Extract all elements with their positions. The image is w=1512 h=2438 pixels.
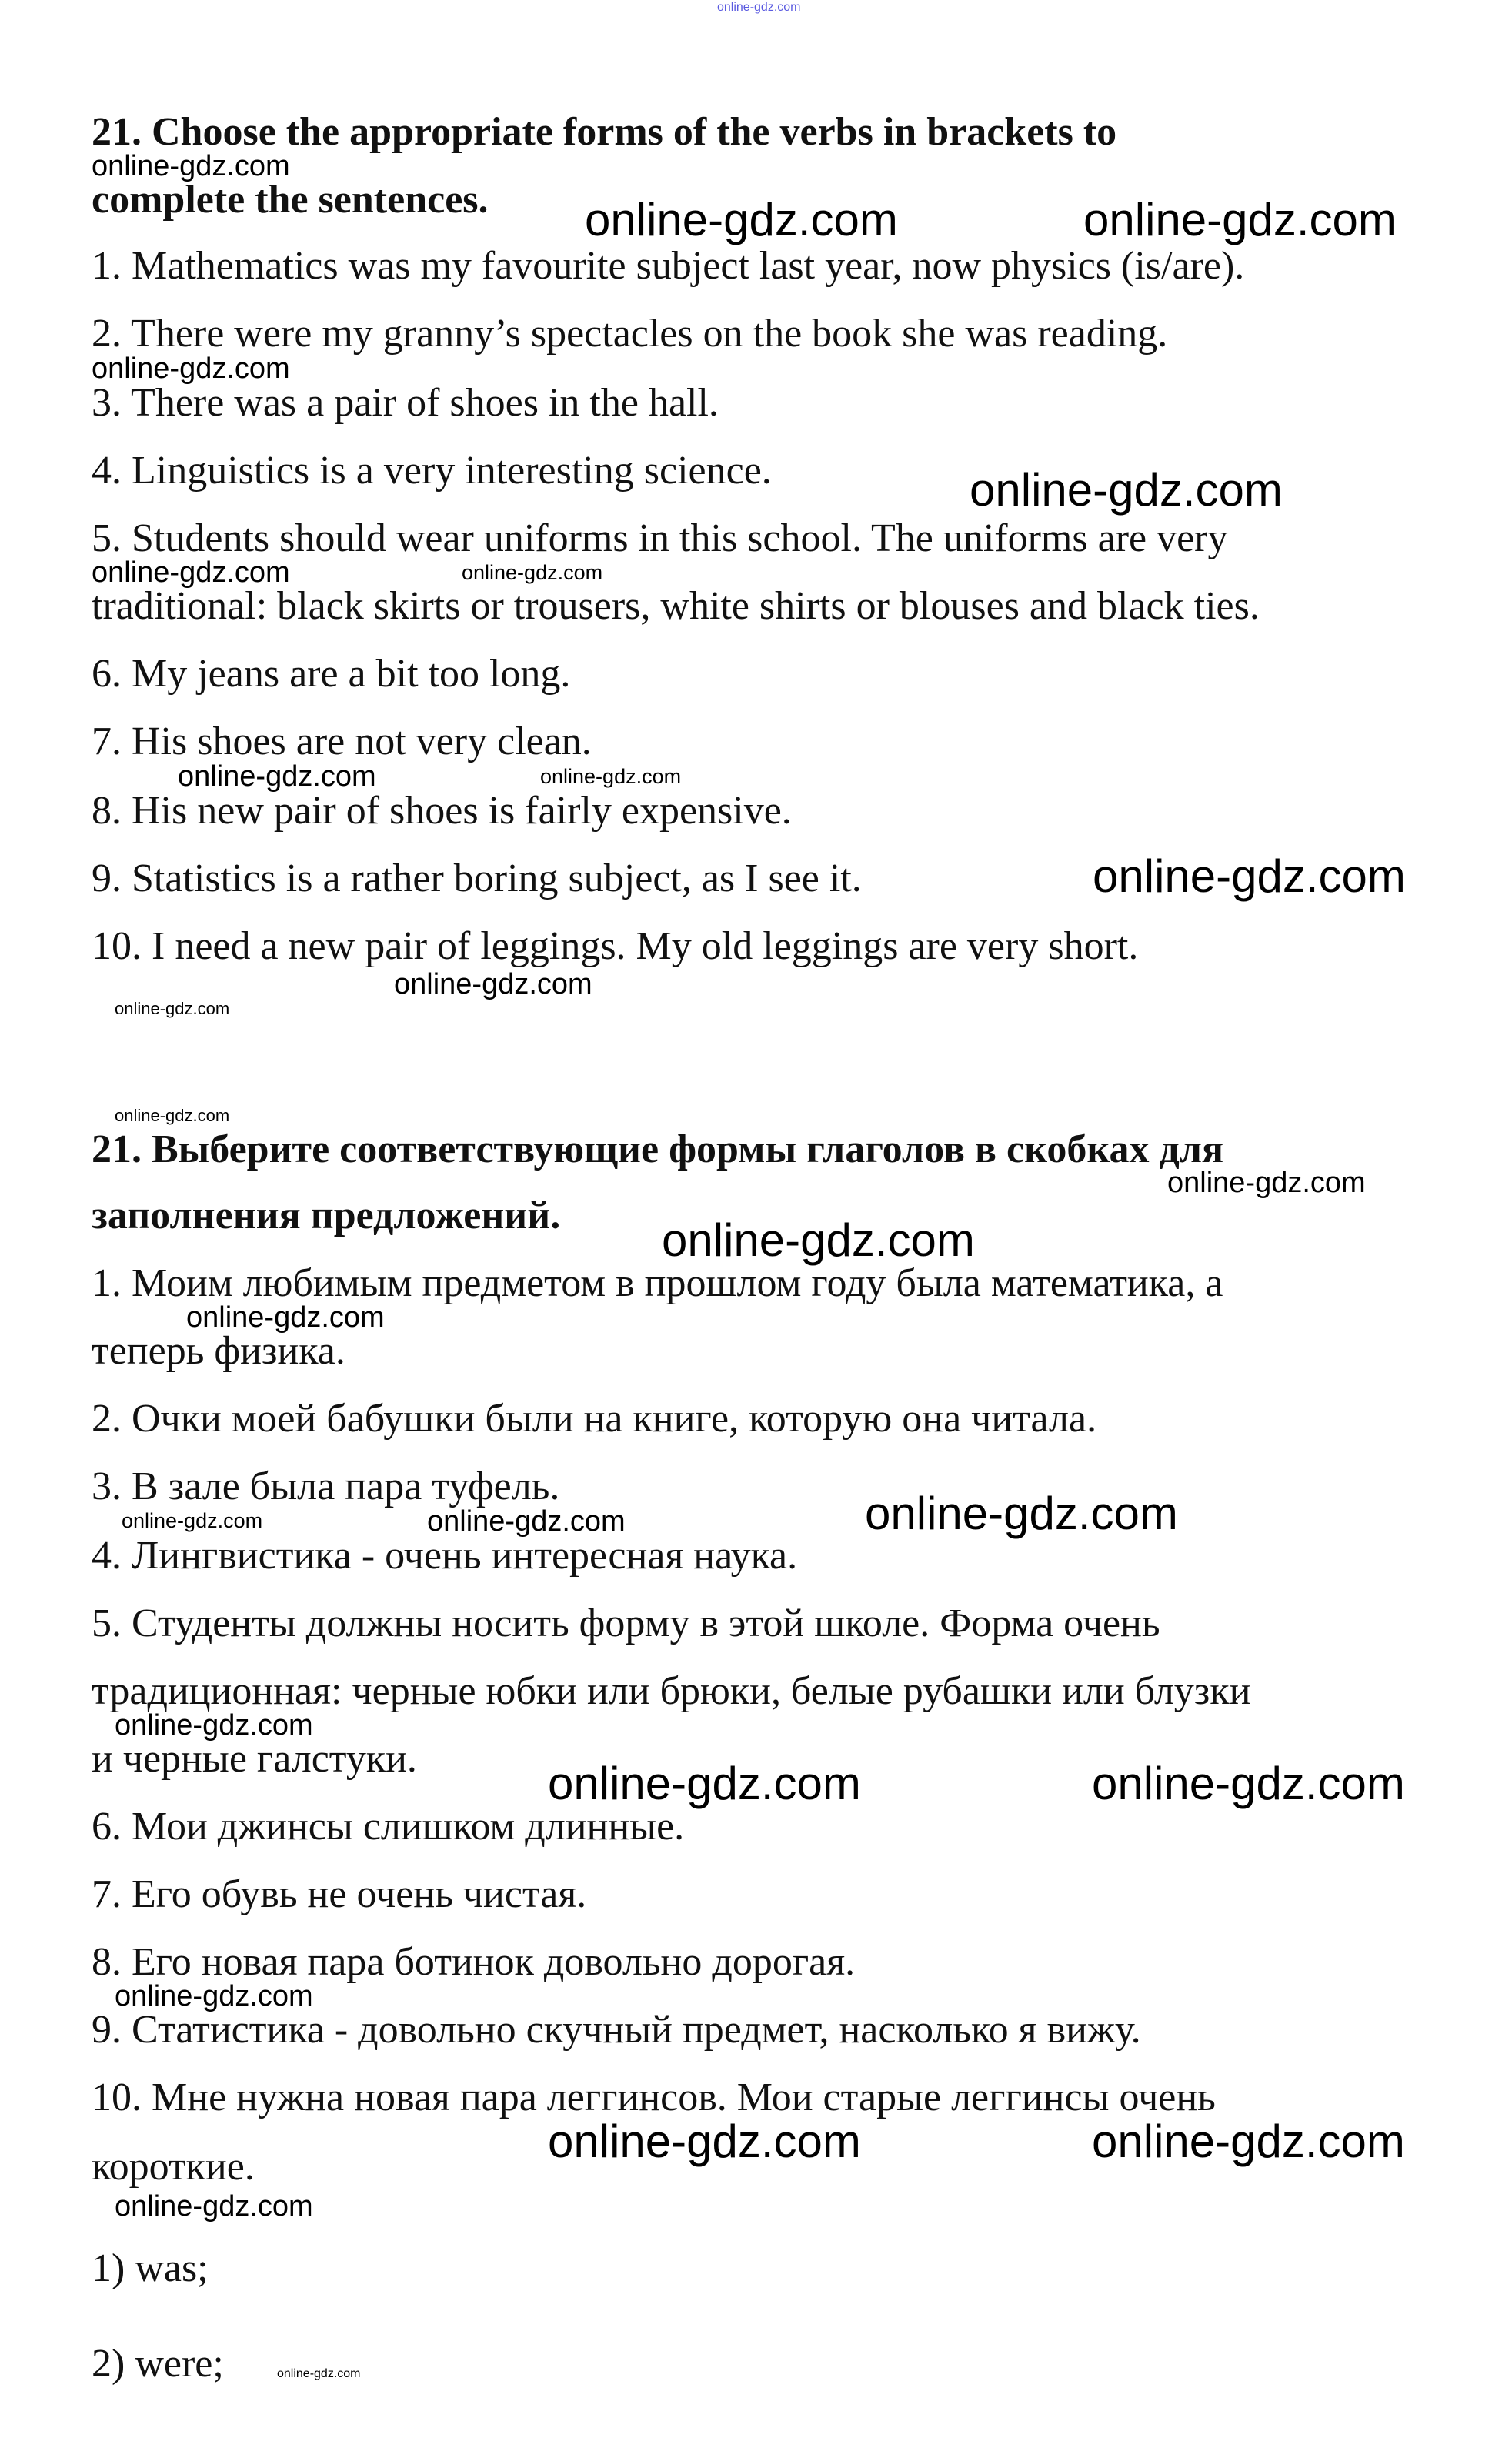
sentence: 8. Его новая пара ботинок довольно дорогая. [92,1940,856,1984]
sentence: 10. Мне нужна новая пара леггинсов. Мои старые леггинсы очень [92,2076,1216,2119]
watermark: online-gdz.com [115,1709,313,1742]
sentence: и черные галстуки. [92,1737,417,1781]
sentence: традиционная: черные юбки или брюки, белые рубашки или блузки [92,1669,1251,1713]
watermark: online-gdz.com [186,1301,385,1334]
sentence: 7. Его обувь не очень чистая. [92,1872,587,1916]
watermark: online-gdz.com [115,1106,230,1125]
sentence: теперь физика. [92,1329,345,1373]
sentence: 1. Моим любимым предметом в прошлом году была математика, а [92,1261,1223,1305]
sentence: 3. There was a pair of shoes in the hall. [92,381,719,425]
watermark: online-gdz.com [548,1758,861,1809]
answer: 2) were; [92,2342,224,2386]
sentence: 2. There were my granny’s spectacles on the book she was reading. [92,312,1168,356]
watermark: online-gdz.com [122,1509,263,1532]
sentence: 10. I need a new pair of leggings. My old leggings are very short. [92,924,1139,968]
sentence: 6. Мои джинсы слишком длинные. [92,1805,685,1849]
watermark: online-gdz.com [548,2116,861,2167]
watermark: online-gdz.com [970,464,1283,516]
watermark: online-gdz.com [277,2367,361,2380]
sentence: 1. Mathematics was my favourite subject last year, now physics (is/are). [92,244,1245,288]
watermark: online-gdz.com [92,556,290,589]
watermark: online-gdz.com [92,352,290,385]
sentence: 5. Students should wear uniforms in this school. The uniforms are very [92,516,1228,560]
sentence: 6. My jeans are a bit too long. [92,652,571,696]
sentence: 2. Очки моей бабушки были на книге, которую она читала. [92,1397,1097,1441]
sentence: короткие. [92,2145,255,2189]
watermark: online-gdz.com [540,765,682,788]
watermark: online-gdz.com [1092,1758,1405,1809]
watermark: online-gdz.com [662,1214,975,1266]
watermark: online-gdz.com [427,1505,626,1538]
watermark: online-gdz.com [585,194,898,245]
watermark: online-gdz.com [1083,194,1397,245]
watermark: online-gdz.com [1167,1167,1366,1199]
sentence: 4. Linguistics is a very interesting science. [92,449,772,493]
sentence: 4. Лингвистика - очень интересная наука. [92,1534,798,1578]
sentence: 8. His new pair of shoes is fairly expensive. [92,789,792,833]
sentence: 9. Statistics is a rather boring subject, as I see it. [92,857,862,900]
watermark: online-gdz.com [462,561,603,584]
watermark: online-gdz.com [1092,2116,1405,2167]
exercise-heading: complete the sentences. [92,178,489,222]
exercise-heading: 21. Choose the appropriate forms of the verbs in brackets to [92,110,1117,154]
watermark: online-gdz.com [115,2190,313,2223]
sentence: 3. В зале была пара туфель. [92,1464,560,1508]
watermark: online-gdz.com [115,1980,313,2012]
watermark: online-gdz.com [717,1,801,14]
watermark: online-gdz.com [178,760,376,793]
exercise-heading: заполнения предложений. [92,1194,561,1237]
answer: 1) was; [92,2246,209,2290]
sentence: 9. Статистика - довольно скучный предмет, насколько я вижу. [92,2008,1141,2052]
watermark: online-gdz.com [92,150,290,182]
watermark: online-gdz.com [394,968,592,1000]
sentence: 5. Студенты должны носить форму в этой школе. Форма очень [92,1601,1160,1645]
sentence: traditional: black skirts or trousers, white shirts or blouses and black ties. [92,584,1260,628]
watermark: online-gdz.com [1093,850,1406,902]
watermark: online-gdz.com [865,1488,1178,1539]
exercise-heading: 21. Выберите соответствующие формы глаголов в скобках для [92,1127,1224,1171]
sentence: 7. His shoes are not very clean. [92,720,592,763]
watermark: online-gdz.com [115,999,230,1018]
